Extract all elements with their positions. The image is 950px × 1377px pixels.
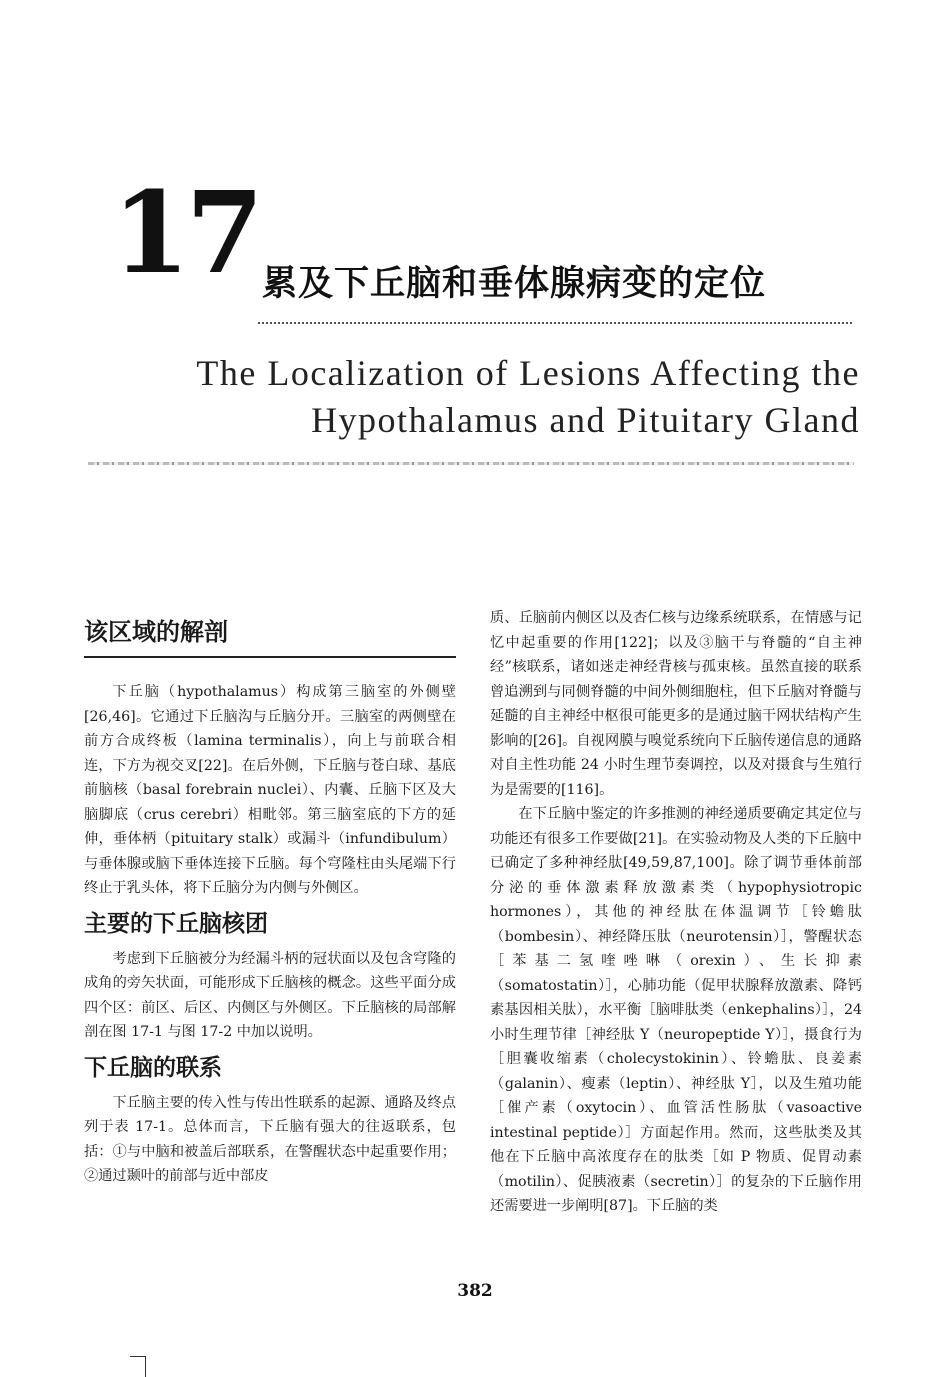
crop-mark (145, 1356, 146, 1377)
right-column (490, 606, 862, 1219)
chapter-number: 17 (112, 168, 260, 299)
section-heading-nuclei: 主要的下丘脑核团 (84, 910, 268, 937)
paragraph-continued: 质、丘脑前内侧区以及杏仁核与边缘系统联系，在情感与记忆中起重要的作用[122]；以及③脑干与脊髓的“自主神经”核联系，诸如迷走神经背核与孤束核。虽然直接的联系曾追溯到与同侧脊髓的中间外侧细胞柱，但下丘脑对脊髓与延髓的自主神经中枢很可能更多的是通过脑干网状结构产生影响的[26]。自视网膜与嗅觉系统向下丘脑传递信息的通路对自主性功能 24 小时生理节奏调控，以及对摄食与生殖行为是需要的[116]。 (490, 610, 862, 798)
paragraph-nuclei: 考虑到下丘脑被分为经漏斗柄的冠状面以及包含穹隆的成角的旁矢状面，可能形成下丘脑核的概念。这些平面分成四个区：前区、后区、内侧区与外侧区。下丘脑核的局部解剖在图 17-1 与图 17-2 中加以说明。 (84, 950, 456, 1040)
chapter-title-en-line2: Hypothalamus and Pituitary Gland (311, 400, 860, 440)
paragraph-neuropeptides: 在下丘脑中鉴定的许多推测的神经递质要确定其定位与功能还有很多工作要做[21]。在实验动物及人类的下丘脑中已确定了多种神经肽[49,59,87,100]。除了调节垂体前部分泌的垂体激素释放激素类（hypophysiotropic hormones），其他的神经肽在体温调节［铃蟾肽（bombesin）、神经降压肽（neurotensin）］，警醒状态［苯基二氢喹唑啉（orexin）、生长抑素（somatostatin）］，心肺功能（促甲状腺释放激素、降钙素基因相关肽），水平衡［脑啡肽类（enkephalins）］，24 小时生理节律［神经肽 Y（neuropeptide Y）］，摄食行为［胆囊收缩素（cholecystokinin）、铃蟾肽、良姜素（galanin）、瘦素（leptin）、神经肽 Y］，以及生殖功能［催产素（oxytocin）、血管活性肠肽（vasoactive intestinal peptide）］方面起作用。然而，这些肽类及其他在下丘脑中高浓度存在的肽类［如 P 物质、促胃动素（motilin）、促胰液素（secretin）］的复杂的下丘脑作用还需要进一步阐明[87]。下丘脑的类 (490, 806, 862, 1214)
chapter-title-en-line1: The Localization of Lesions Affecting the (196, 353, 860, 393)
section-heading-anatomy: 该区域的解剖 (84, 616, 456, 658)
section-heading-connections: 下丘脑的联系 (84, 1054, 222, 1081)
left-column (84, 616, 456, 1189)
paragraph-anatomy: 下丘脑（hypothalamus）构成第三脑室的外侧壁[26,46]。它通过下丘脑沟与丘脑分开。三脑室的两侧壁在前方合成终板（lamina terminalis），向上与前联合相连，下方为视交叉[22]。在后外侧，下丘脑与苍白球、基底前脑核（basal forebrain nuclei）、内囊、丘脑下区及大脑脚底（crus cerebri）相毗邻。第三脑室底的下方的延伸，垂体柄（pituitary stalk）或漏斗（infundibulum）与垂体腺或脑下垂体连接下丘脑。每个穹隆柱由头尾端下行终止于乳头体，将下丘脑分为内侧与外侧区。 (84, 684, 456, 896)
dotted-divider (258, 322, 852, 324)
chapter-title-cn: 累及下丘脑和垂体腺病变的定位 (262, 264, 767, 304)
crop-mark-horizontal (130, 1356, 146, 1357)
page-number: 382 (457, 1281, 493, 1301)
paragraph-connections: 下丘脑主要的传入性与传出性联系的起源、通路及终点列于表 17-1。总体而言，下丘脑有强大的往返联系，包括：①与中脑和被盖后部联系，在警醒状态中起重要作用；②通过颞叶的前部与近中部皮 (84, 1094, 456, 1184)
header-divider (88, 462, 854, 465)
chapter-title-en (100, 350, 860, 444)
